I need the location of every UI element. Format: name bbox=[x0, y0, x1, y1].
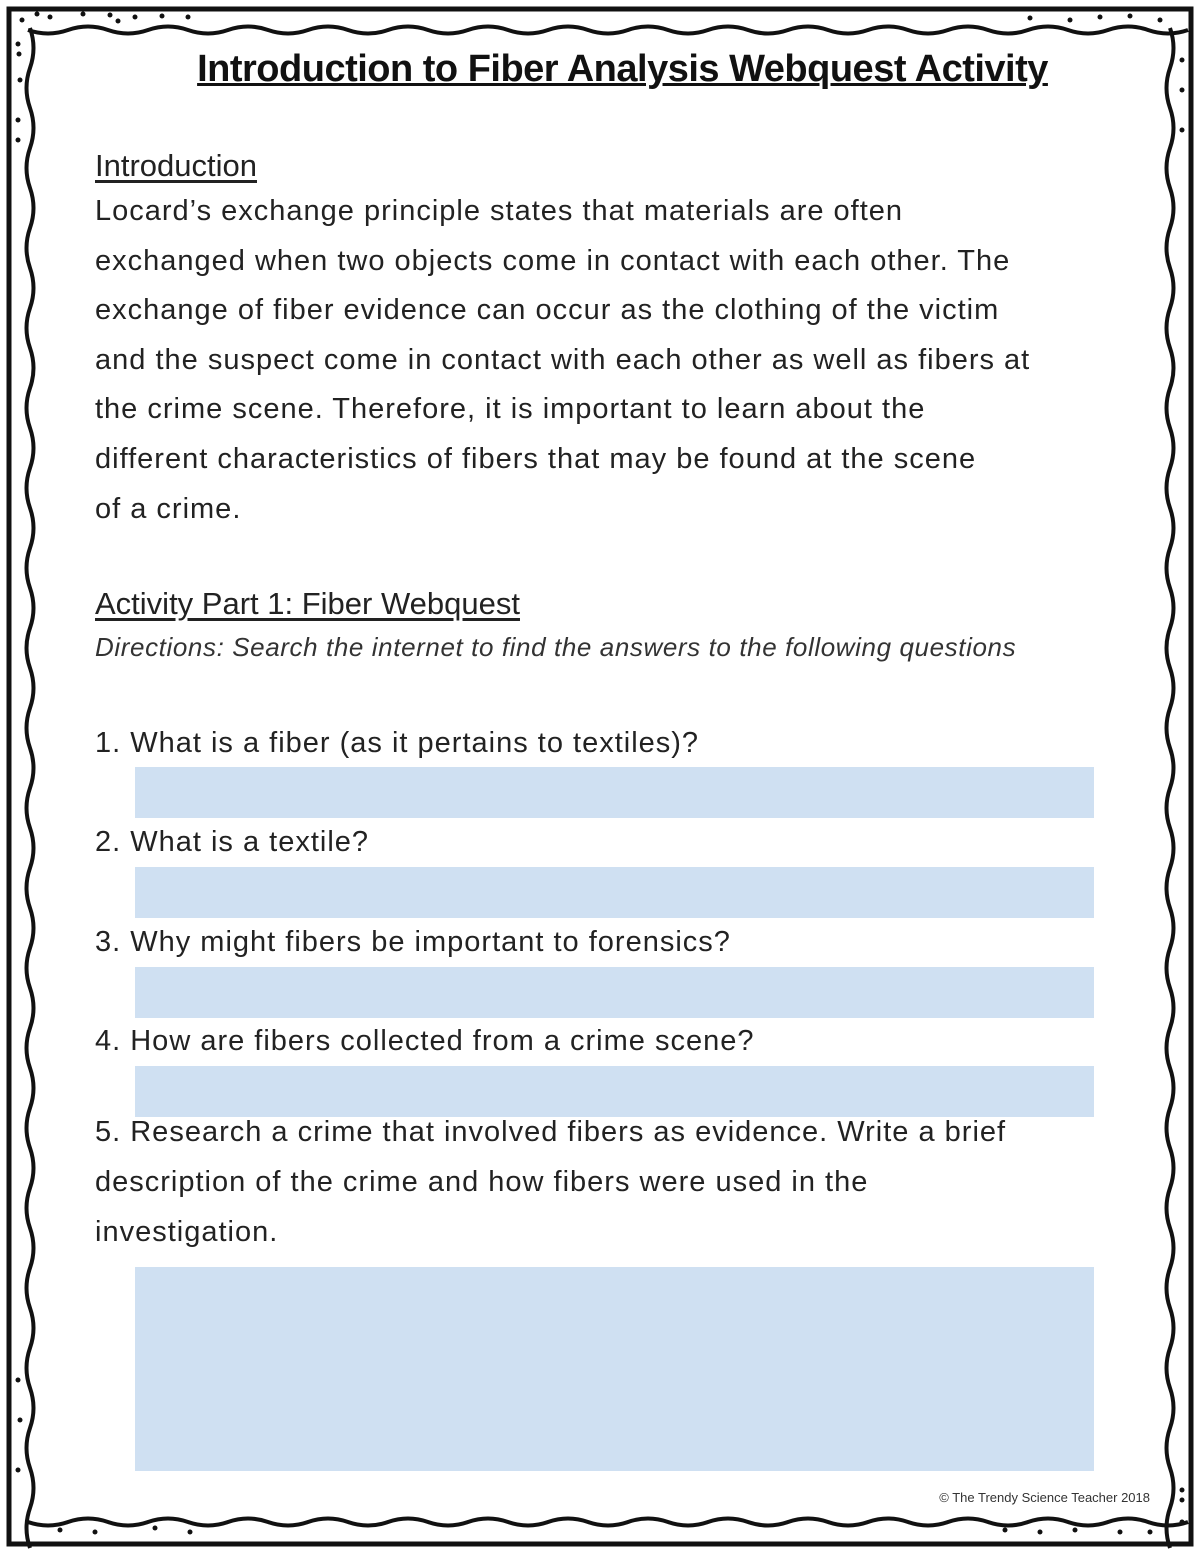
question-2: 2. What is a textile? bbox=[95, 826, 370, 858]
question-5-line: description of the crime and how fibers were used in the bbox=[95, 1166, 869, 1198]
border-dot bbox=[16, 42, 21, 47]
question-5-line: 5. Research a crime that involved fibers as evidence. Write a brief bbox=[95, 1116, 1007, 1148]
border-dot bbox=[16, 1378, 21, 1383]
answer-box-4[interactable] bbox=[135, 1066, 1094, 1117]
answer-box-2[interactable] bbox=[135, 867, 1094, 918]
border-dot bbox=[20, 18, 25, 23]
border-dot bbox=[16, 1468, 21, 1473]
border-dot bbox=[18, 1418, 23, 1423]
border-dot bbox=[16, 118, 21, 123]
border-dot bbox=[108, 13, 113, 18]
border-dot bbox=[1098, 15, 1103, 20]
wavy-border-line bbox=[28, 1519, 1188, 1526]
directions-text: Directions: Search the internet to find the answers to the following questions bbox=[95, 632, 1017, 662]
answer-box-3[interactable] bbox=[135, 967, 1094, 1018]
border-dot bbox=[188, 1530, 193, 1535]
border-dot bbox=[1148, 1530, 1153, 1535]
intro-line: exchange of fiber evidence can occur as the clothing of the victim bbox=[95, 294, 1000, 326]
border-dot bbox=[1038, 1530, 1043, 1535]
intro-line: different characteristics of fibers that may be found at the scene bbox=[95, 443, 977, 475]
border-dot bbox=[1180, 1520, 1185, 1525]
page-title: Introduction to Fiber Analysis Webquest Activity bbox=[197, 48, 1048, 90]
intro-line: the crime scene. Therefore, it is important to learn about the bbox=[95, 393, 926, 425]
introduction-heading: Introduction bbox=[95, 148, 257, 183]
border-dot bbox=[186, 15, 191, 20]
border-dot bbox=[1068, 18, 1073, 23]
border-dot bbox=[81, 12, 86, 17]
border-dot bbox=[1073, 1528, 1078, 1533]
answer-box-1[interactable] bbox=[135, 767, 1094, 818]
intro-line: Locard’s exchange principle states that materials are often bbox=[95, 195, 904, 227]
border-dot bbox=[1180, 1498, 1185, 1503]
copyright-text: © The Trendy Science Teacher 2018 bbox=[939, 1490, 1150, 1505]
border-dot bbox=[1128, 14, 1133, 19]
border-dot bbox=[1003, 1528, 1008, 1533]
intro-line: of a crime. bbox=[95, 493, 242, 525]
wavy-border-line bbox=[28, 27, 1188, 34]
border-dot bbox=[1158, 18, 1163, 23]
activity-heading: Activity Part 1: Fiber Webquest bbox=[95, 586, 520, 621]
question-4: 4. How are fibers collected from a crime scene? bbox=[95, 1025, 755, 1057]
border-dot bbox=[1180, 128, 1185, 133]
border-dot bbox=[153, 1526, 158, 1531]
question-5-line: investigation. bbox=[95, 1216, 279, 1248]
wavy-border-line bbox=[27, 28, 34, 1548]
question-1: 1. What is a fiber (as it pertains to textiles)? bbox=[95, 727, 700, 759]
intro-line: exchanged when two objects come in contact with each other. The bbox=[95, 245, 1011, 277]
border-dot bbox=[1180, 1488, 1185, 1493]
border-dot bbox=[58, 1528, 63, 1533]
border-dot bbox=[133, 15, 138, 20]
question-3: 3. Why might fibers be important to forensics? bbox=[95, 926, 731, 958]
border-dot bbox=[1028, 16, 1033, 21]
answer-box-5[interactable] bbox=[135, 1267, 1094, 1471]
border-dot bbox=[1118, 1530, 1123, 1535]
border-dot bbox=[16, 138, 21, 143]
wavy-border-line bbox=[1167, 28, 1174, 1548]
border-dot bbox=[48, 15, 53, 20]
border-dot bbox=[160, 14, 165, 19]
border-dot bbox=[93, 1530, 98, 1535]
border-dot bbox=[35, 12, 40, 17]
border-dot bbox=[116, 19, 121, 24]
intro-line: and the suspect come in contact with each other as well as fibers at bbox=[95, 344, 1031, 376]
